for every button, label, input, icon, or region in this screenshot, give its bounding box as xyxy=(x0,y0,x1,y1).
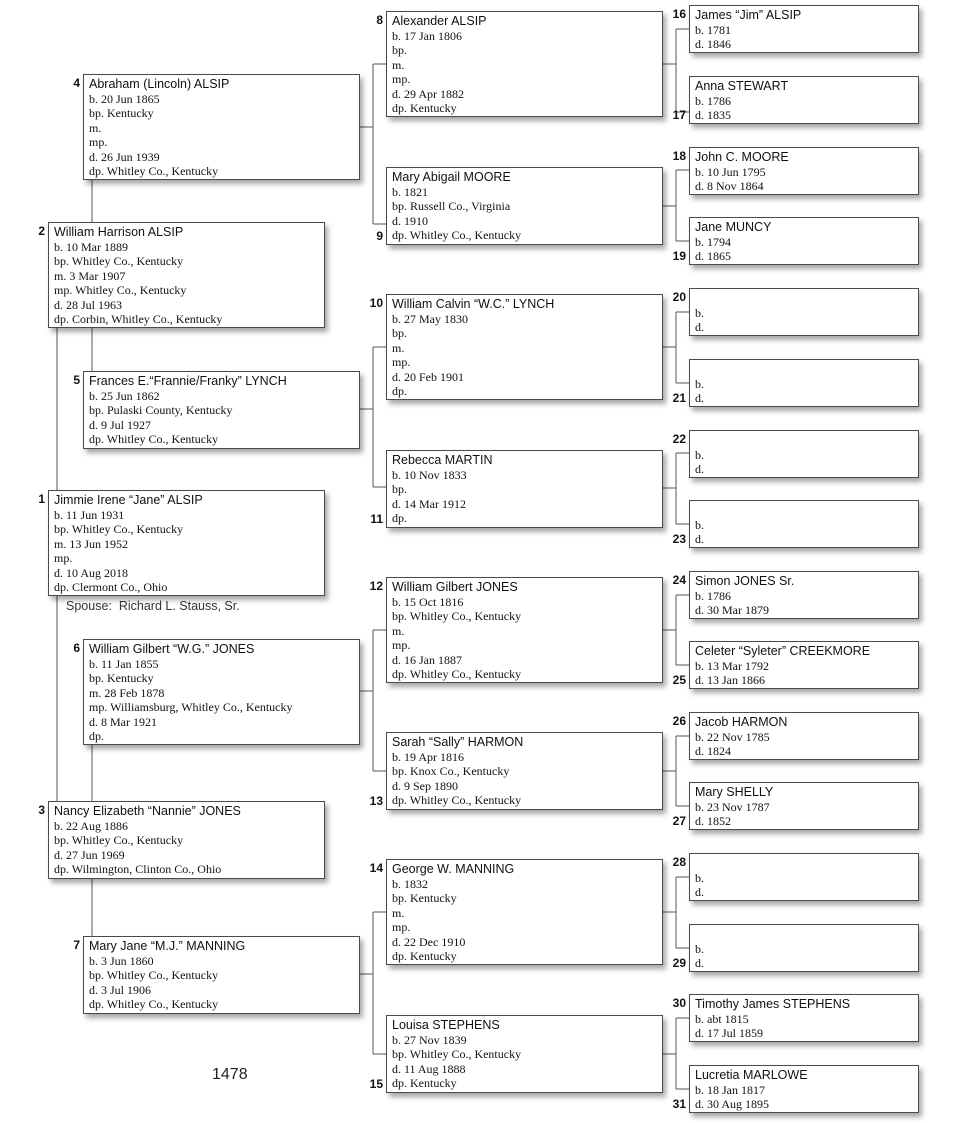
person-detail: d. 1852 xyxy=(695,814,731,829)
person-detail: d. 28 Jul 1963 xyxy=(54,297,123,312)
person-detail: dp. Whitley Co., Kentucky xyxy=(89,997,219,1012)
person-detail: d. 30 Aug 1895 xyxy=(695,1097,770,1112)
person-detail: bp. Kentucky xyxy=(89,671,154,686)
person-name: George W. MANNING xyxy=(392,862,515,876)
person-detail: bp. xyxy=(392,43,407,58)
person-detail: mp. xyxy=(392,72,411,87)
person-detail: b. 15 Oct 1816 xyxy=(392,595,464,609)
person-detail: b. xyxy=(695,306,704,320)
person-detail: bp. Whitley Co., Kentucky xyxy=(89,968,219,983)
ahnentafel-number: 18 xyxy=(672,149,686,163)
person-name: William Harrison ALSIP xyxy=(54,225,184,239)
person-detail: dp. Clermont Co., Ohio xyxy=(54,580,168,595)
person-box-2[interactable] xyxy=(48,222,325,328)
person-box-21[interactable] xyxy=(689,359,919,407)
ahnentafel-number: 16 xyxy=(672,7,686,21)
person-detail: bp. Knox Co., Kentucky xyxy=(392,764,510,779)
person-detail: b. 22 Nov 1785 xyxy=(695,730,770,744)
person-detail: d. 9 Jul 1927 xyxy=(89,417,152,432)
person-name: William Gilbert JONES xyxy=(392,580,518,594)
ahnentafel-number: 5 xyxy=(73,373,80,387)
person-detail: b. 10 Mar 1889 xyxy=(54,240,128,254)
person-detail: b. 11 Jan 1855 xyxy=(89,657,159,671)
person-name: Jimmie Irene “Jane” ALSIP xyxy=(54,493,203,507)
spouse-line xyxy=(66,599,240,613)
person-detail: dp. Whitley Co., Kentucky xyxy=(392,228,522,243)
person-detail: b. 1832 xyxy=(392,877,428,891)
person-box-6[interactable] xyxy=(83,639,360,745)
person-detail: m. xyxy=(392,57,405,72)
person-detail: d. xyxy=(695,462,704,477)
person-detail: d. 3 Jul 1906 xyxy=(89,982,152,997)
ahnentafel-number: 11 xyxy=(370,512,383,526)
person-name xyxy=(695,856,912,871)
person-name: William Gilbert “W.G.” JONES xyxy=(89,642,255,656)
person-detail: d. 17 Jul 1859 xyxy=(695,1026,764,1041)
person-detail: dp. Kentucky xyxy=(392,101,457,116)
ahnentafel-number: 27 xyxy=(672,814,686,828)
person-detail: dp. Kentucky xyxy=(392,1076,457,1091)
person-box-18[interactable] xyxy=(689,147,919,195)
person-detail: d. 13 Jan 1866 xyxy=(695,673,765,688)
person-detail: d. 11 Aug 1888 xyxy=(392,1061,466,1076)
person-name: Celeter “Syleter” CREEKMORE xyxy=(695,644,871,658)
person-detail: mp. xyxy=(54,551,73,566)
person-detail: dp. Whitley Co., Kentucky xyxy=(89,432,219,447)
person-detail: d. 1824 xyxy=(695,744,731,759)
person-detail: bp. Russell Co., Virginia xyxy=(392,199,511,214)
person-detail: b. 1786 xyxy=(695,589,731,603)
person-detail: dp. xyxy=(392,511,407,526)
person-name: Jacob HARMON xyxy=(695,715,788,729)
person-box-29[interactable] xyxy=(689,924,919,972)
person-box-16[interactable] xyxy=(689,5,919,53)
person-detail: b. xyxy=(695,377,704,391)
ahnentafel-number: 15 xyxy=(369,1077,383,1091)
ahnentafel-number: 23 xyxy=(672,532,686,546)
person-detail: b. 1781 xyxy=(695,23,731,37)
person-box-15[interactable] xyxy=(386,1015,663,1093)
person-box-26[interactable] xyxy=(689,712,919,760)
person-detail: m. 3 Mar 1907 xyxy=(54,268,126,283)
person-box-9[interactable] xyxy=(386,167,663,245)
person-detail: d. 9 Sep 1890 xyxy=(392,778,458,793)
person-name xyxy=(695,291,912,306)
ahnentafel-number: 2 xyxy=(38,224,45,238)
spouse-label: Spouse: xyxy=(66,599,112,613)
person-box-20[interactable] xyxy=(689,288,919,336)
person-name: Anna STEWART xyxy=(695,79,789,93)
person-detail: b. 23 Nov 1787 xyxy=(695,800,770,814)
person-name: Lucretia MARLOWE xyxy=(695,1068,808,1082)
person-name: Jane MUNCY xyxy=(695,220,772,234)
ahnentafel-number: 14 xyxy=(369,861,383,875)
person-detail: d. 14 Mar 1912 xyxy=(392,496,466,511)
person-detail: bp. Whitley Co., Kentucky xyxy=(392,609,522,624)
person-detail: b. 27 Nov 1839 xyxy=(392,1033,467,1047)
person-box-4[interactable] xyxy=(83,74,360,180)
person-detail: b. 19 Apr 1816 xyxy=(392,750,464,764)
person-detail: d. 1865 xyxy=(695,249,731,264)
person-detail: d. 10 Aug 2018 xyxy=(54,565,129,580)
spouse-name: Richard L. Stauss, Sr. xyxy=(118,599,240,613)
ahnentafel-number: 6 xyxy=(73,641,80,655)
person-detail: d. xyxy=(695,956,704,971)
person-box-8[interactable] xyxy=(386,11,663,117)
ahnentafel-number: 8 xyxy=(376,13,383,27)
person-name: Nancy Elizabeth “Nannie” JONES xyxy=(54,804,241,818)
person-detail: b. 13 Mar 1792 xyxy=(695,659,769,673)
person-detail: mp. xyxy=(392,638,411,653)
ahnentafel-number: 7 xyxy=(73,938,80,952)
person-detail: dp. Kentucky xyxy=(392,949,457,964)
person-detail: b. 22 Aug 1886 xyxy=(54,819,129,833)
person-detail: d. 30 Mar 1879 xyxy=(695,603,769,618)
person-detail: b. 27 May 1830 xyxy=(392,312,468,326)
person-detail: mp. xyxy=(89,135,108,150)
page-number: 1478 xyxy=(212,1066,248,1083)
person-detail: m. xyxy=(392,623,405,638)
person-detail: bp. Kentucky xyxy=(392,891,457,906)
person-box-5[interactable] xyxy=(83,371,360,449)
ahnentafel-number: 19 xyxy=(672,249,686,263)
person-detail: bp. Pulaski County, Kentucky xyxy=(89,403,233,418)
person-detail: dp. Whitley Co., Kentucky xyxy=(89,164,219,179)
ahnentafel-number: 4 xyxy=(73,76,80,90)
ahnentafel-number: 30 xyxy=(672,996,686,1010)
person-detail: d. 29 Apr 1882 xyxy=(392,86,464,101)
person-detail: bp. Whitley Co., Kentucky xyxy=(392,1047,522,1062)
person-box-1[interactable] xyxy=(48,490,325,596)
ahnentafel-number: 9 xyxy=(376,229,383,243)
ahnentafel-number: 26 xyxy=(672,714,686,728)
person-box-27[interactable] xyxy=(689,782,919,830)
person-detail: dp. Wilmington, Clinton Co., Ohio xyxy=(54,862,222,877)
ahnentafel-number: 12 xyxy=(369,579,383,593)
person-detail: d. 16 Jan 1887 xyxy=(392,652,462,667)
person-box-10[interactable] xyxy=(386,294,663,400)
person-box-11[interactable] xyxy=(386,450,663,528)
person-detail: b. 10 Nov 1833 xyxy=(392,468,467,482)
ahnentafel-number: 1 xyxy=(38,492,45,506)
ahnentafel-number: 3 xyxy=(38,803,45,817)
person-box-13[interactable] xyxy=(386,732,663,810)
person-box-14[interactable] xyxy=(386,859,663,965)
person-box-25[interactable] xyxy=(689,641,919,689)
person-detail: bp. xyxy=(392,482,407,497)
person-detail: m. 13 Jun 1952 xyxy=(54,536,129,551)
person-detail: dp. Whitley Co., Kentucky xyxy=(392,667,522,682)
person-detail: b. xyxy=(695,518,704,532)
person-detail: b. abt 1815 xyxy=(695,1012,749,1026)
person-detail: d. 22 Dec 1910 xyxy=(392,934,466,949)
person-box-23[interactable] xyxy=(689,500,919,548)
person-name xyxy=(695,362,912,377)
person-detail: m. xyxy=(392,340,405,355)
person-detail: mp. Williamsburg, Whitley Co., Kentucky xyxy=(89,700,293,715)
person-name: Rebecca MARTIN xyxy=(392,453,493,467)
person-box-17[interactable] xyxy=(689,76,919,124)
person-detail: d. 26 Jun 1939 xyxy=(89,149,160,164)
person-detail: bp. Kentucky xyxy=(89,106,154,121)
person-detail: dp. Whitley Co., Kentucky xyxy=(392,793,522,808)
ahnentafel-number: 24 xyxy=(672,573,686,587)
person-box-7[interactable] xyxy=(83,936,360,1014)
ahnentafel-number: 31 xyxy=(672,1097,686,1111)
person-detail: b. 1786 xyxy=(695,94,731,108)
person-detail: b. 3 Jun 1860 xyxy=(89,954,154,968)
person-detail: b. 25 Jun 1862 xyxy=(89,389,160,403)
ahnentafel-number: 20 xyxy=(672,290,686,304)
person-detail: dp. xyxy=(392,384,407,399)
ahnentafel-number: 29 xyxy=(672,956,686,970)
person-name: William Calvin “W.C.” LYNCH xyxy=(392,297,555,311)
person-detail: bp. Whitley Co., Kentucky xyxy=(54,522,184,537)
person-detail: mp. xyxy=(392,920,411,935)
person-detail: d. xyxy=(695,532,704,547)
person-detail: bp. Whitley Co., Kentucky xyxy=(54,254,184,269)
person-detail: d. 1846 xyxy=(695,37,731,52)
person-detail: d. 27 Jun 1969 xyxy=(54,847,125,862)
person-name xyxy=(695,503,912,518)
person-detail: bp. xyxy=(392,326,407,341)
person-name: Louisa STEPHENS xyxy=(392,1018,500,1032)
person-detail: b. 1821 xyxy=(392,185,428,199)
person-detail: b. xyxy=(695,942,704,956)
person-detail: d. xyxy=(695,320,704,335)
person-detail: b. xyxy=(695,871,704,885)
person-name xyxy=(695,433,912,448)
person-name: Mary SHELLY xyxy=(695,785,774,799)
person-detail: b. 11 Jun 1931 xyxy=(54,508,125,522)
person-name xyxy=(695,927,912,942)
person-name: John C. MOORE xyxy=(695,150,789,164)
person-detail: d. 1910 xyxy=(392,213,428,228)
person-detail: b. 18 Jan 1817 xyxy=(695,1083,765,1097)
person-name: Simon JONES Sr. xyxy=(695,574,795,588)
person-box-31[interactable] xyxy=(689,1065,919,1113)
person-detail: dp. Corbin, Whitley Co., Kentucky xyxy=(54,312,223,327)
person-detail: d. 1835 xyxy=(695,108,731,123)
person-detail: b. 10 Jun 1795 xyxy=(695,165,766,179)
person-detail: b. 17 Jan 1806 xyxy=(392,29,462,43)
ahnentafel-number: 13 xyxy=(369,794,383,808)
person-detail: d. 20 Feb 1901 xyxy=(392,369,464,384)
person-name: Mary Jane “M.J.” MANNING xyxy=(89,939,246,953)
person-name: James “Jim” ALSIP xyxy=(695,8,802,22)
person-detail: b. 20 Jun 1865 xyxy=(89,92,160,106)
ahnentafel-number: 28 xyxy=(672,855,686,869)
person-name: Abraham (Lincoln) ALSIP xyxy=(89,77,230,91)
person-detail: m. xyxy=(89,120,102,135)
person-box-3[interactable] xyxy=(48,801,325,879)
person-name: Mary Abigail MOORE xyxy=(392,170,511,184)
person-name: Sarah “Sally” HARMON xyxy=(392,735,524,749)
person-name: Frances E.“Frannie/Franky” LYNCH xyxy=(89,374,287,388)
ahnentafel-number: 17 xyxy=(672,108,686,122)
person-detail: d. 8 Mar 1921 xyxy=(89,714,157,729)
person-detail: d. 8 Nov 1864 xyxy=(695,179,764,194)
person-box-24[interactable] xyxy=(689,571,919,619)
person-detail: mp. xyxy=(392,355,411,370)
person-box-28[interactable] xyxy=(689,853,919,901)
person-detail: dp. xyxy=(89,729,104,744)
person-box-19[interactable] xyxy=(689,217,919,265)
ahnentafel-number: 22 xyxy=(672,432,686,446)
person-detail: bp. Whitley Co., Kentucky xyxy=(54,833,184,848)
person-name: Timothy James STEPHENS xyxy=(695,997,851,1011)
person-name: Alexander ALSIP xyxy=(392,14,487,28)
person-box-22[interactable] xyxy=(689,430,919,478)
ahnentafel-number: 10 xyxy=(369,296,383,310)
person-detail: d. xyxy=(695,391,704,406)
person-detail: d. xyxy=(695,885,704,900)
ahnentafel-number: 25 xyxy=(672,673,686,687)
person-detail: b. 1794 xyxy=(695,235,731,249)
person-box-12[interactable] xyxy=(386,577,663,683)
person-detail: mp. Whitley Co., Kentucky xyxy=(54,283,187,298)
person-detail: m. xyxy=(392,905,405,920)
ahnentafel-number: 21 xyxy=(672,391,686,405)
person-box-30[interactable] xyxy=(689,994,919,1042)
person-detail: m. 28 Feb 1878 xyxy=(89,685,165,700)
person-detail: b. xyxy=(695,448,704,462)
